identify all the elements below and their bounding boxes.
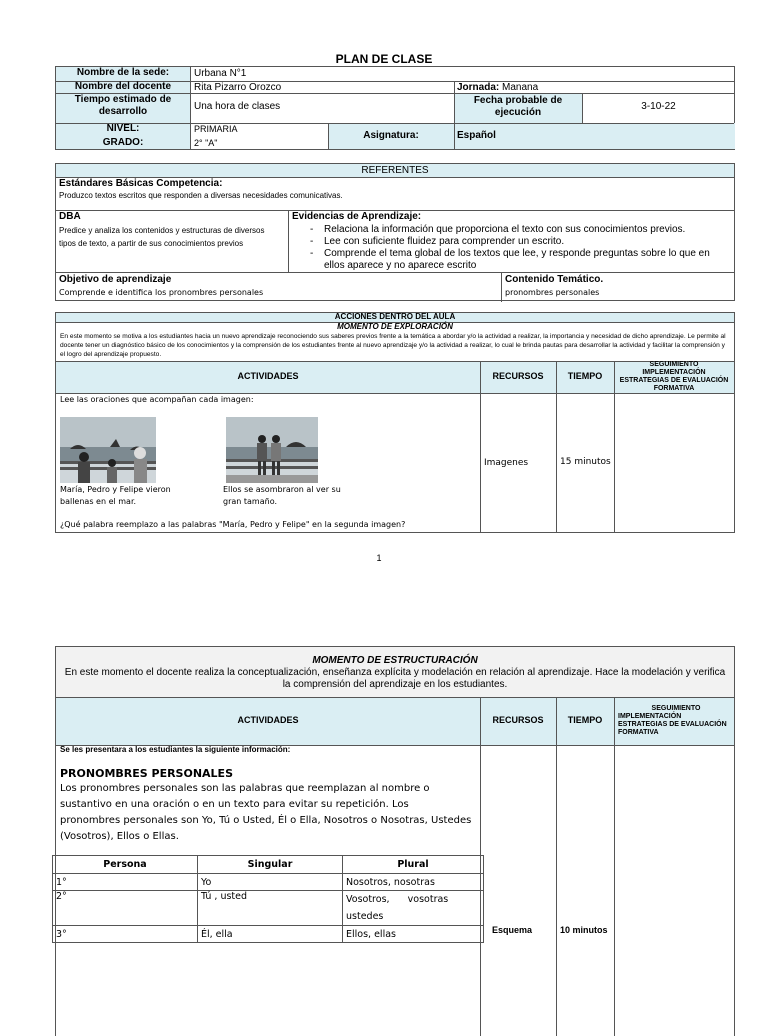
col-tiempo: TIEMPO xyxy=(567,371,603,381)
amazed-people-illustration xyxy=(226,417,318,483)
sede-value: Urbana N°1 xyxy=(194,68,247,79)
recursos-value: Esquema xyxy=(492,925,533,935)
page-number: 1 xyxy=(376,553,382,563)
fecha-value: 3-10-22 xyxy=(641,101,676,112)
tiempo-value: 15 minutos xyxy=(560,457,611,467)
nivel-label: NIVEL: xyxy=(106,123,140,134)
header-table xyxy=(55,66,735,150)
whales-family-image xyxy=(60,417,156,483)
whales-family-illustration xyxy=(60,417,156,483)
recursos-value: Imagenes xyxy=(484,458,529,468)
tiempo-label: Tiempo estimado de desarrollo xyxy=(74,94,172,117)
col-seguimiento: SEGUIMIENTO IMPLEMENTACIÓN ESTRATEGIAS DE EVALUACIÓN FORMATIVA xyxy=(619,361,729,392)
momento-estructuracion: MOMENTO DE ESTRUCTURACIÓN xyxy=(312,655,478,666)
momento-exploracion: MOMENTO DE EXPLORACIÓN xyxy=(337,322,453,331)
asignatura-label: Asignatura: xyxy=(363,130,419,141)
col-recursos: RECURSOS xyxy=(492,371,544,381)
pronombres-heading: PRONOMBRES PERSONALES xyxy=(60,767,233,780)
table-row xyxy=(53,891,484,926)
instruction: Lee las oraciones que acompañan cada imagen: xyxy=(60,395,254,404)
evidencias-list xyxy=(292,224,732,272)
exploracion-description: En este momento se motiva a los estudiantes hacia un nuevo aprendizaje reconociendo sus saberes previos frente a la temática a abordar y/o la actividad a realizar, la importancia y necesidad de dicho aprendizaje. Le permite al docente tener un diagnóstico básico de los conocimientos y la comprensión de los estudiantes frente al nuevo aprendizaje y/o la actividad a realizar, lo cual le brinda pautas para desarrollar la actividad y facilitar la comprensión y el logro del aprendizaje propuesto. xyxy=(60,333,726,358)
objetivo-text: Comprende e identifica los pronombres personales xyxy=(59,288,264,297)
dba-text: Predice y analiza los contenidos y estructuras de diversos tipos de texto, a partir de sus conocimientos previos xyxy=(59,226,265,248)
acciones-table xyxy=(55,312,735,533)
docente-value: Rita Pizarro Orozco xyxy=(194,82,282,93)
estructuracion-description: En este momento el docente realiza la conceptualización, enseñanza explícita y modelación en relación al aprendizaje. Hace la modelación y verifica la comprensión del aprendizaje en los estudiantes. xyxy=(64,667,726,690)
estructuracion-table xyxy=(55,646,735,1036)
singular-cell: Él, ella xyxy=(198,926,343,943)
tiempo-value: Una hora de clases xyxy=(194,101,281,112)
caption-2: Ellos se asombraron al ver su gran tamaño. xyxy=(223,485,341,506)
acciones-title: ACCIONES DENTRO DEL AULA xyxy=(334,312,456,321)
evidencia-item: - Relaciona la información que proporciona el texto con sus conocimientos previos. xyxy=(292,224,732,236)
singular-cell: Yo xyxy=(198,874,343,891)
header-plural: Plural xyxy=(343,856,484,874)
plural-cell: Vosotros, vosotras ustedes xyxy=(343,891,484,926)
persona-cell: 1° xyxy=(53,874,198,891)
tiempo-value: 10 minutos xyxy=(560,925,608,935)
grado-label: GRADO: xyxy=(102,137,144,148)
amazed-people-image xyxy=(226,417,318,483)
fecha-label: Fecha probable de ejecución xyxy=(473,95,563,118)
plural-cell: Nosotros, nosotras xyxy=(343,874,484,891)
table-header-row xyxy=(53,856,484,874)
dba-label: DBA xyxy=(59,211,81,222)
sede-label: Nombre de la sede: xyxy=(76,67,170,78)
jornada-value: Manana xyxy=(502,82,539,93)
header-singular: Singular xyxy=(198,856,343,874)
docente-label: Nombre del docente xyxy=(74,81,172,92)
caption-1: María, Pedro y Felipe vieron ballenas en el mar. xyxy=(60,485,171,506)
col-seguimiento: SEGUIMIENTO IMPLEMENTACIÓN ESTRATEGIAS DE EVALUACIÓN FORMATIVA xyxy=(618,705,727,736)
referentes-title: REFERENTES xyxy=(56,164,734,177)
objetivo-label: Objetivo de aprendizaje xyxy=(59,274,172,285)
col-actividades: ACTIVIDADES xyxy=(237,715,299,725)
jornada xyxy=(457,82,538,93)
table-row xyxy=(53,926,484,943)
singular-cell: Tú , usted xyxy=(198,891,343,926)
estandares-label: Estándares Básicas Competencia: xyxy=(59,178,223,189)
persona-cell: 2° xyxy=(53,891,198,926)
question: ¿Qué palabra reemplazo a las palabras "María, Pedro y Felipe" en la segunda imagen? xyxy=(60,520,406,529)
persona-cell: 3° xyxy=(53,926,198,943)
evidencias-label: Evidencias de Aprendizaje: xyxy=(292,211,422,222)
referentes-table xyxy=(55,163,735,301)
pronombres-paragraph: Los pronombres personales son las palabras que reemplazan al nombre o sustantivo en una oración o en un texto para evitar su repetición. Los pronombres personales son Yo, Tú o Usted, Él o Ella, Nosotros o Nosotras, Ustedes (Vosotros), Ellos o Ellas. xyxy=(60,783,472,842)
pronombres-table xyxy=(52,855,484,943)
evidencia-item: - Comprende el tema global de los textos que lee, y responde preguntas sobre lo que en ellos aparece y no aparece escrito xyxy=(292,248,732,272)
col-recursos: RECURSOS xyxy=(492,715,544,725)
estandares-text: Produzco textos escritos que responden a diversas necesidades comunicativas. xyxy=(59,191,343,200)
col-actividades: ACTIVIDADES xyxy=(237,371,299,381)
header-persona: Persona xyxy=(53,856,198,874)
contenido-label: Contenido Temático. xyxy=(505,274,604,285)
page-title: PLAN DE CLASE xyxy=(335,52,433,66)
col-tiempo: TIEMPO xyxy=(567,715,603,725)
jornada-label: Jornada: xyxy=(457,82,500,93)
plural-cell: Ellos, ellas xyxy=(343,926,484,943)
asignatura-value: Español xyxy=(457,130,496,141)
contenido-text: pronombres personales xyxy=(505,288,600,297)
nivel-value: PRIMARIA xyxy=(194,124,238,134)
intro-text: Se les presentara a los estudiantes la siguiente información: xyxy=(60,745,291,754)
evidencia-item: - Lee con suficiente fluidez para comprender un escrito. xyxy=(292,236,732,248)
grado-value: 2° "A" xyxy=(194,138,218,148)
table-row xyxy=(53,874,484,891)
